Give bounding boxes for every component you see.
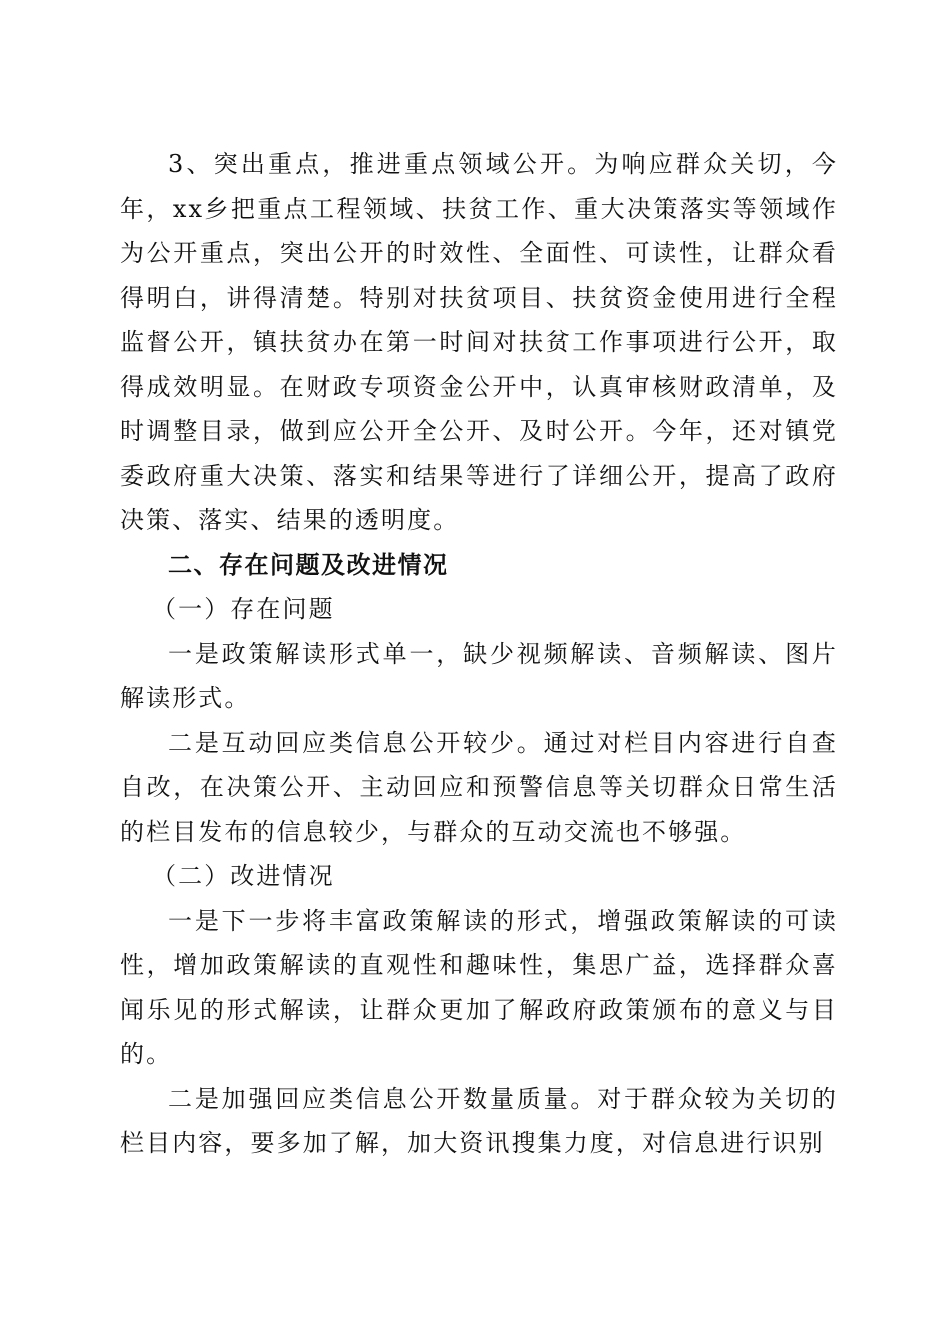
paragraph-key-areas: 3、突出重点，推进重点领域公开。为响应群众关切，今年，xx乡把重点工程领域、扶贫工作、重大决策落实等领域作为公开重点，突出公开的时效性、全面性、可读性，让群众看得明白，讲得清楚。特别对扶贫项目、扶贫资金使用进行全程监督公开，镇扶贫办在第一时间对扶贫工作事项进行公开，取得成效明显。在财政专项资金公开中，认真审核财政清单，及时调整目录，做到应公开全公开、及时公开。今年，还对镇党委政府重大决策、落实和结果等进行了详细公开，提高了政府决策、落实、结果的透明度。 <box>120 150 838 534</box>
paragraph-problem-one: 一是政策解读形式单一，缺少视频解读、音频解读、图片解读形式。 <box>120 639 838 712</box>
paragraph-improvement-one: 一是下一步将丰富政策解读的形式，增强政策解读的可读性，增加政策解读的直观性和趣味性，集思广益，选择群众喜闻乐见的形式解读，让群众更加了解政府政策颁布的意义与目的。 <box>120 906 838 1068</box>
subheading-improvements: （二）改进情况 <box>152 862 335 890</box>
document-body <box>120 142 838 1166</box>
paragraph-improvement-two: 二是加强回应类信息公开数量质量。对于群众较为关切的栏目内容，要多加了解，加大资讯搜集力度，对信息进行识别 <box>120 1084 838 1157</box>
section-heading-problems: 二、存在问题及改进情况 <box>168 550 449 579</box>
paragraph-problem-two: 二是互动回应类信息公开较少。通过对栏目内容进行自查自改，在决策公开、主动回应和预警信息等关切群众日常生活的栏目发布的信息较少，与群众的互动交流也不够强。 <box>120 728 838 846</box>
subheading-existing-problems: （一）存在问题 <box>152 595 335 623</box>
